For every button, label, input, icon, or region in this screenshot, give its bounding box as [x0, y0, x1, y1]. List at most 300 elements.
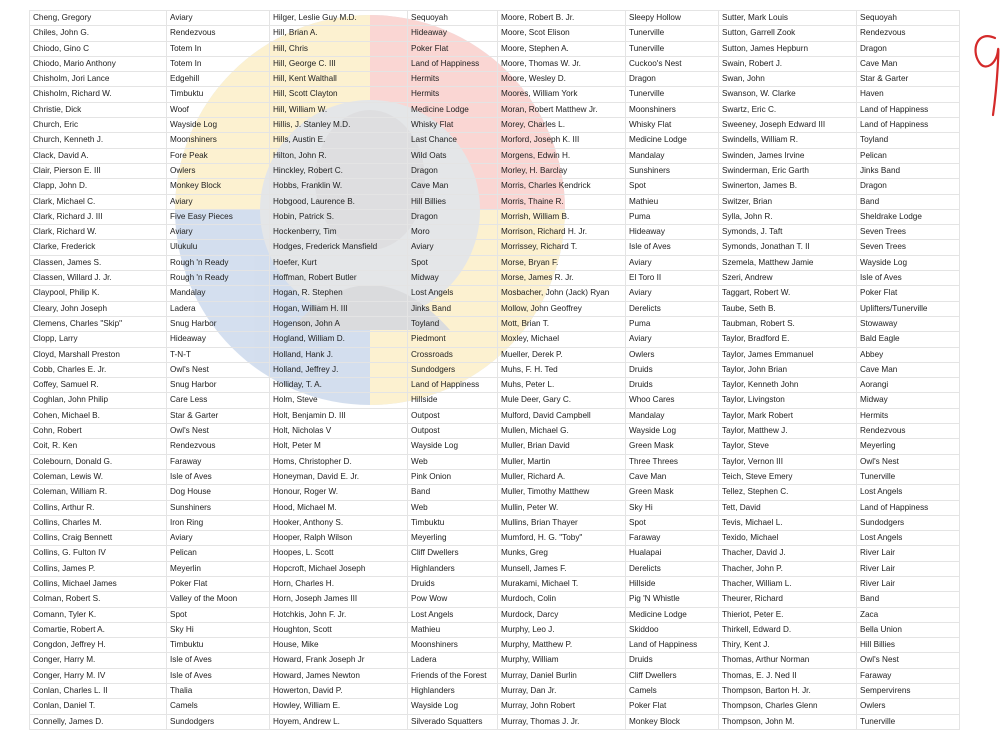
camp-name-cell: Outpost [408, 424, 498, 439]
table-row [30, 209, 960, 224]
member-name-cell: Taylor, Matthew J. [719, 424, 857, 439]
camp-name-cell: Land of Happiness [408, 378, 498, 393]
camp-name-cell: Sunshiners [167, 500, 270, 515]
camp-name-cell: Tunerville [857, 469, 960, 484]
member-name-cell: Chiodo, Gino C [30, 41, 167, 56]
camp-name-cell: Stowaway [857, 316, 960, 331]
member-name-cell: Swanson, W. Clarke [719, 87, 857, 102]
camp-name-cell: Crossroads [408, 347, 498, 362]
member-name-cell: Hoffman, Robert Butler [270, 271, 408, 286]
member-name-cell: Thomas, Arthur Norman [719, 653, 857, 668]
member-name-cell: Cobb, Charles E. Jr. [30, 362, 167, 377]
member-name-cell: Morrissey, Richard T. [498, 240, 626, 255]
camp-name-cell: Lost Angels [408, 286, 498, 301]
member-name-cell: Morford, Joseph K. III [498, 133, 626, 148]
member-name-cell: Muhs, F. H. Ted [498, 362, 626, 377]
camp-name-cell: Owl's Nest [857, 454, 960, 469]
member-name-cell: Thiry, Kent J. [719, 638, 857, 653]
member-name-cell: Murphy, Leo J. [498, 622, 626, 637]
camp-name-cell: Sequoyah [408, 11, 498, 26]
camp-name-cell: Mandalay [626, 148, 719, 163]
table-row [30, 87, 960, 102]
table-row [30, 500, 960, 515]
table-row [30, 332, 960, 347]
table-row [30, 194, 960, 209]
member-name-cell: Swain, Robert J. [719, 56, 857, 71]
camp-name-cell: Highlanders [408, 684, 498, 699]
camp-name-cell: Monkey Block [167, 179, 270, 194]
member-name-cell: Hill, Scott Clayton [270, 87, 408, 102]
camp-name-cell: Wild Oats [408, 148, 498, 163]
member-name-cell: Clemens, Charles "Skip" [30, 316, 167, 331]
member-name-cell: Taylor, Kenneth John [719, 378, 857, 393]
member-name-cell: Coit, R. Ken [30, 439, 167, 454]
member-name-cell: Horn, Charles H. [270, 576, 408, 591]
member-name-cell: Hooker, Anthony S. [270, 515, 408, 530]
camp-name-cell: Rendezvous [857, 424, 960, 439]
member-name-cell: Munsell, James F. [498, 561, 626, 576]
table-row [30, 41, 960, 56]
member-name-cell: Holland, Jeffrey J. [270, 362, 408, 377]
handwritten-mark [965, 20, 1000, 130]
camp-name-cell: Meyerlin [167, 561, 270, 576]
table-row [30, 515, 960, 530]
member-name-cell: Church, Kenneth J. [30, 133, 167, 148]
camp-name-cell: Camels [167, 699, 270, 714]
member-name-cell: Hood, Michael M. [270, 500, 408, 515]
table-row [30, 133, 960, 148]
camp-name-cell: Rough 'n Ready [167, 271, 270, 286]
member-name-cell: Hill, Brian A. [270, 26, 408, 41]
table-row [30, 301, 960, 316]
table-row [30, 11, 960, 26]
member-name-cell: Thieriot, Peter E. [719, 607, 857, 622]
camp-name-cell: Sundodgers [857, 515, 960, 530]
member-name-cell: Munks, Greg [498, 546, 626, 561]
camp-name-cell: Faraway [626, 531, 719, 546]
table-row [30, 179, 960, 194]
member-name-cell: Taylor, Steve [719, 439, 857, 454]
camp-name-cell: Spot [408, 255, 498, 270]
camp-name-cell: Iron Ring [167, 515, 270, 530]
camp-name-cell: Poker Flat [857, 286, 960, 301]
camp-name-cell: Band [857, 592, 960, 607]
camp-name-cell: Wayside Log [167, 118, 270, 133]
camp-name-cell: Ulukulu [167, 240, 270, 255]
member-name-cell: Collins, Craig Bennett [30, 531, 167, 546]
table-row [30, 485, 960, 500]
member-name-cell: Morrish, William B. [498, 209, 626, 224]
camp-name-cell: Lost Angels [408, 607, 498, 622]
member-name-cell: Murphy, Matthew P. [498, 638, 626, 653]
camp-name-cell: Totem In [167, 56, 270, 71]
member-name-cell: Moore, Wesley D. [498, 72, 626, 87]
camp-name-cell: Last Chance [408, 133, 498, 148]
camp-name-cell: Band [408, 485, 498, 500]
camp-name-cell: Pink Onion [408, 469, 498, 484]
camp-name-cell: Isle of Aves [167, 668, 270, 683]
camp-name-cell: Sheldrake Lodge [857, 209, 960, 224]
camp-name-cell: Meyerling [857, 439, 960, 454]
camp-name-cell: Web [408, 500, 498, 515]
camp-name-cell: Dog House [167, 485, 270, 500]
member-name-cell: Theurer, Richard [719, 592, 857, 607]
member-name-cell: Tevis, Michael L. [719, 515, 857, 530]
member-name-cell: Symonds, J. Taft [719, 225, 857, 240]
table-row [30, 684, 960, 699]
member-name-cell: Morse, Bryan F. [498, 255, 626, 270]
table-row [30, 240, 960, 255]
camp-name-cell: Moonshiners [167, 133, 270, 148]
camp-name-cell: Monkey Block [626, 714, 719, 729]
member-name-cell: Church, Eric [30, 118, 167, 133]
camp-name-cell: River Lair [857, 561, 960, 576]
member-name-cell: Hodges, Frederick Mansfield [270, 240, 408, 255]
member-name-cell: Sylla, John R. [719, 209, 857, 224]
member-name-cell: Murray, Dan Jr. [498, 684, 626, 699]
camp-name-cell: Dragon [408, 209, 498, 224]
member-name-cell: Hoopes, L. Scott [270, 546, 408, 561]
camp-name-cell: Cave Man [857, 362, 960, 377]
member-name-cell: Hockenberry, Tim [270, 225, 408, 240]
camp-name-cell: Dragon [857, 41, 960, 56]
camp-name-cell: Sundodgers [167, 714, 270, 729]
table-row [30, 576, 960, 591]
member-name-cell: Thomas, E. J. Ned II [719, 668, 857, 683]
member-name-cell: Hoyem, Andrew L. [270, 714, 408, 729]
table-row [30, 102, 960, 117]
camp-name-cell: Pig 'N Whistle [626, 592, 719, 607]
member-name-cell: Mule Deer, Gary C. [498, 393, 626, 408]
camp-name-cell: Wayside Log [857, 255, 960, 270]
member-name-cell: Holt, Nicholas V [270, 424, 408, 439]
member-name-cell: Szeri, Andrew [719, 271, 857, 286]
member-roster-table [29, 10, 960, 730]
table-row [30, 148, 960, 163]
camp-name-cell: Lost Angels [857, 485, 960, 500]
member-name-cell: Switzer, Brian [719, 194, 857, 209]
member-name-cell: Morgens, Edwin H. [498, 148, 626, 163]
member-name-cell: Cohen, Michael B. [30, 408, 167, 423]
camp-name-cell: Owlers [167, 163, 270, 178]
camp-name-cell: Star & Garter [167, 408, 270, 423]
camp-name-cell: Three Threes [626, 454, 719, 469]
member-name-cell: Teich, Steve Emery [719, 469, 857, 484]
camp-name-cell: Pelican [167, 546, 270, 561]
member-name-cell: Muhs, Peter L. [498, 378, 626, 393]
table-row [30, 469, 960, 484]
camp-name-cell: Hideaway [626, 225, 719, 240]
member-name-cell: Clarke, Frederick [30, 240, 167, 255]
member-name-cell: Moxley, Michael [498, 332, 626, 347]
camp-name-cell: Midway [857, 393, 960, 408]
member-name-cell: Conlan, Daniel T. [30, 699, 167, 714]
camp-name-cell: Derelicts [626, 561, 719, 576]
camp-name-cell: Whisky Flat [408, 118, 498, 133]
camp-name-cell: Land of Happiness [857, 118, 960, 133]
camp-name-cell: Rendezvous [167, 26, 270, 41]
camp-name-cell: Isle of Aves [857, 271, 960, 286]
member-name-cell: Hill, Kent Walthall [270, 72, 408, 87]
table-row [30, 378, 960, 393]
member-name-cell: Clark, Richard W. [30, 225, 167, 240]
camp-name-cell: Medicine Lodge [626, 607, 719, 622]
member-name-cell: Conger, Harry M. IV [30, 668, 167, 683]
roster-body [30, 11, 960, 730]
camp-name-cell: Timbuktu [167, 638, 270, 653]
table-row [30, 225, 960, 240]
table-row [30, 653, 960, 668]
camp-name-cell: Wayside Log [626, 424, 719, 439]
camp-name-cell: Aviary [167, 194, 270, 209]
member-name-cell: Christie, Dick [30, 102, 167, 117]
member-name-cell: Chisholm, Richard W. [30, 87, 167, 102]
camp-name-cell: Tunerville [626, 87, 719, 102]
member-name-cell: Clapp, John D. [30, 179, 167, 194]
member-name-cell: Taubman, Robert S. [719, 316, 857, 331]
camp-name-cell: Hideaway [167, 332, 270, 347]
camp-name-cell: Spot [626, 179, 719, 194]
member-name-cell: Taggart, Robert W. [719, 286, 857, 301]
member-name-cell: Sweeney, Joseph Edward III [719, 118, 857, 133]
member-name-cell: Clair, Pierson E. III [30, 163, 167, 178]
table-row [30, 408, 960, 423]
camp-name-cell: Druids [626, 653, 719, 668]
member-name-cell: Howerton, David P. [270, 684, 408, 699]
camp-name-cell: Timbuktu [167, 87, 270, 102]
table-row [30, 439, 960, 454]
camp-name-cell: Owl's Nest [857, 653, 960, 668]
camp-name-cell: Rendezvous [167, 439, 270, 454]
camp-name-cell: Wayside Log [408, 699, 498, 714]
member-name-cell: Hoefer, Kurt [270, 255, 408, 270]
member-name-cell: Classen, James S. [30, 255, 167, 270]
camp-name-cell: Hualapai [626, 546, 719, 561]
camp-name-cell: El Toro II [626, 271, 719, 286]
camp-name-cell: Cave Man [408, 179, 498, 194]
camp-name-cell: Medicine Lodge [408, 102, 498, 117]
camp-name-cell: Poker Flat [167, 576, 270, 591]
table-row [30, 546, 960, 561]
member-name-cell: Muller, Martin [498, 454, 626, 469]
camp-name-cell: Druids [408, 576, 498, 591]
camp-name-cell: Medicine Lodge [626, 133, 719, 148]
camp-name-cell: Green Mask [626, 439, 719, 454]
camp-name-cell: Land of Happiness [857, 500, 960, 515]
member-name-cell: Cheng, Gregory [30, 11, 167, 26]
camp-name-cell: Pelican [857, 148, 960, 163]
member-name-cell: Szemela, Matthew Jamie [719, 255, 857, 270]
table-row [30, 607, 960, 622]
camp-name-cell: Hillside [626, 576, 719, 591]
member-name-cell: Coleman, Lewis W. [30, 469, 167, 484]
camp-name-cell: Whisky Flat [626, 118, 719, 133]
member-name-cell: Holland, Hank J. [270, 347, 408, 362]
camp-name-cell: Highlanders [408, 561, 498, 576]
camp-name-cell: Owlers [626, 347, 719, 362]
camp-name-cell: Bald Eagle [857, 332, 960, 347]
camp-name-cell: Care Less [167, 393, 270, 408]
member-name-cell: Hotchkis, John F. Jr. [270, 607, 408, 622]
member-name-cell: Cohn, Robert [30, 424, 167, 439]
camp-name-cell: Bella Union [857, 622, 960, 637]
camp-name-cell: Uplifters/Tunerville [857, 301, 960, 316]
member-name-cell: Thirkell, Edward D. [719, 622, 857, 637]
camp-name-cell: Cliff Dwellers [408, 546, 498, 561]
member-name-cell: Hogan, R. Stephen [270, 286, 408, 301]
member-name-cell: Chiodo, Mario Anthony [30, 56, 167, 71]
member-name-cell: Howard, James Newton [270, 668, 408, 683]
member-name-cell: Swan, John [719, 72, 857, 87]
camp-name-cell: Poker Flat [626, 699, 719, 714]
member-name-cell: Conlan, Charles L. II [30, 684, 167, 699]
member-name-cell: Sutton, Garrell Zook [719, 26, 857, 41]
camp-name-cell: Jinks Band [857, 163, 960, 178]
member-name-cell: Honeyman, David E. Jr. [270, 469, 408, 484]
member-name-cell: Hills, Austin E. [270, 133, 408, 148]
member-name-cell: Moores, William York [498, 87, 626, 102]
camp-name-cell: Pow Wow [408, 592, 498, 607]
camp-name-cell: Aviary [626, 286, 719, 301]
member-name-cell: Moore, Stephen A. [498, 41, 626, 56]
member-name-cell: Morley, H. Barclay [498, 163, 626, 178]
camp-name-cell: Tunerville [857, 714, 960, 729]
table-row [30, 393, 960, 408]
member-name-cell: Clopp, Larry [30, 332, 167, 347]
camp-name-cell: Faraway [167, 454, 270, 469]
table-row [30, 699, 960, 714]
camp-name-cell: Poker Flat [408, 41, 498, 56]
camp-name-cell: Band [857, 194, 960, 209]
camp-name-cell: Owlers [857, 699, 960, 714]
camp-name-cell: T-N-T [167, 347, 270, 362]
camp-name-cell: Totem In [167, 41, 270, 56]
member-name-cell: Houghton, Scott [270, 622, 408, 637]
camp-name-cell: Toyland [408, 316, 498, 331]
member-name-cell: Thacher, John P. [719, 561, 857, 576]
member-name-cell: Muller, Richard A. [498, 469, 626, 484]
member-name-cell: Hogenson, John A [270, 316, 408, 331]
member-name-cell: Comartie, Robert A. [30, 622, 167, 637]
table-row [30, 561, 960, 576]
member-name-cell: Hill, George C. III [270, 56, 408, 71]
camp-name-cell: Jinks Band [408, 301, 498, 316]
table-row [30, 72, 960, 87]
camp-name-cell: Moonshiners [626, 102, 719, 117]
camp-name-cell: Sunshiners [626, 163, 719, 178]
member-name-cell: Texido, Michael [719, 531, 857, 546]
member-name-cell: Holm, Steve [270, 393, 408, 408]
member-name-cell: House, Mike [270, 638, 408, 653]
member-name-cell: Collins, Charles M. [30, 515, 167, 530]
member-name-cell: Murray, Daniel Burlin [498, 668, 626, 683]
member-name-cell: Collins, Michael James [30, 576, 167, 591]
member-name-cell: Swinden, James Irvine [719, 148, 857, 163]
camp-name-cell: Outpost [408, 408, 498, 423]
camp-name-cell: Dragon [408, 163, 498, 178]
member-name-cell: Hilger, Leslie Guy M.D. [270, 11, 408, 26]
camp-name-cell: Mathieu [626, 194, 719, 209]
member-name-cell: Tellez, Stephen C. [719, 485, 857, 500]
table-row [30, 362, 960, 377]
table-row [30, 668, 960, 683]
table-row [30, 56, 960, 71]
camp-name-cell: Meyerling [408, 531, 498, 546]
member-name-cell: Morey, Charles L. [498, 118, 626, 133]
camp-name-cell: Ladera [408, 653, 498, 668]
camp-name-cell: Snug Harbor [167, 378, 270, 393]
table-row [30, 118, 960, 133]
table-row [30, 531, 960, 546]
camp-name-cell: Hill Billies [857, 638, 960, 653]
camp-name-cell: Skiddoo [626, 622, 719, 637]
member-name-cell: Comann, Tyler K. [30, 607, 167, 622]
member-name-cell: Congdon, Jeffrey H. [30, 638, 167, 653]
member-name-cell: Hogland, William D. [270, 332, 408, 347]
camp-name-cell: Toyland [857, 133, 960, 148]
member-name-cell: Murray, John Robert [498, 699, 626, 714]
member-name-cell: Murdoch, Colin [498, 592, 626, 607]
member-name-cell: Taylor, Livingston [719, 393, 857, 408]
camp-name-cell: Aviary [408, 240, 498, 255]
member-name-cell: Taylor, James Emmanuel [719, 347, 857, 362]
member-name-cell: Clack, David A. [30, 148, 167, 163]
camp-name-cell: Faraway [857, 668, 960, 683]
camp-name-cell: Sleepy Hollow [626, 11, 719, 26]
member-name-cell: Hinckley, Robert C. [270, 163, 408, 178]
camp-name-cell: Seven Trees [857, 240, 960, 255]
member-name-cell: Cleary, John Joseph [30, 301, 167, 316]
member-name-cell: Coffey, Samuel R. [30, 378, 167, 393]
member-name-cell: Hopcroft, Michael Joseph [270, 561, 408, 576]
camp-name-cell: Sempervirens [857, 684, 960, 699]
pen-mark-icon [965, 20, 1000, 130]
member-name-cell: Chisholm, Jori Lance [30, 72, 167, 87]
camp-name-cell: Rough 'n Ready [167, 255, 270, 270]
camp-name-cell: Sequoyah [857, 11, 960, 26]
camp-name-cell: Derelicts [626, 301, 719, 316]
member-name-cell: Hobgood, Laurence B. [270, 194, 408, 209]
camp-name-cell: Aviary [626, 332, 719, 347]
member-name-cell: Tett, David [719, 500, 857, 515]
member-name-cell: Cloyd, Marshall Preston [30, 347, 167, 362]
member-name-cell: Swindells, William R. [719, 133, 857, 148]
member-name-cell: Taylor, Bradford E. [719, 332, 857, 347]
camp-name-cell: Star & Garter [857, 72, 960, 87]
member-name-cell: Mumford, H. G. "Toby" [498, 531, 626, 546]
camp-name-cell: Aviary [626, 255, 719, 270]
camp-name-cell: Mandalay [167, 286, 270, 301]
camp-name-cell: Hermits [857, 408, 960, 423]
member-name-cell: Classen, Willard J. Jr. [30, 271, 167, 286]
camp-name-cell: Green Mask [626, 485, 719, 500]
table-row [30, 714, 960, 729]
member-name-cell: Hobin, Patrick S. [270, 209, 408, 224]
camp-name-cell: Mandalay [626, 408, 719, 423]
camp-name-cell: Spot [626, 515, 719, 530]
member-name-cell: Hill, Chris [270, 41, 408, 56]
member-name-cell: Sutter, Mark Louis [719, 11, 857, 26]
table-row [30, 26, 960, 41]
camp-name-cell: Hermits [408, 87, 498, 102]
camp-name-cell: Piedmont [408, 332, 498, 347]
member-name-cell: Morrison, Richard H. Jr. [498, 225, 626, 240]
table-row [30, 163, 960, 178]
member-name-cell: Mullen, Michael G. [498, 424, 626, 439]
member-name-cell: Moore, Robert B. Jr. [498, 11, 626, 26]
camp-name-cell: Five Easy Pieces [167, 209, 270, 224]
member-name-cell: Murdock, Darcy [498, 607, 626, 622]
